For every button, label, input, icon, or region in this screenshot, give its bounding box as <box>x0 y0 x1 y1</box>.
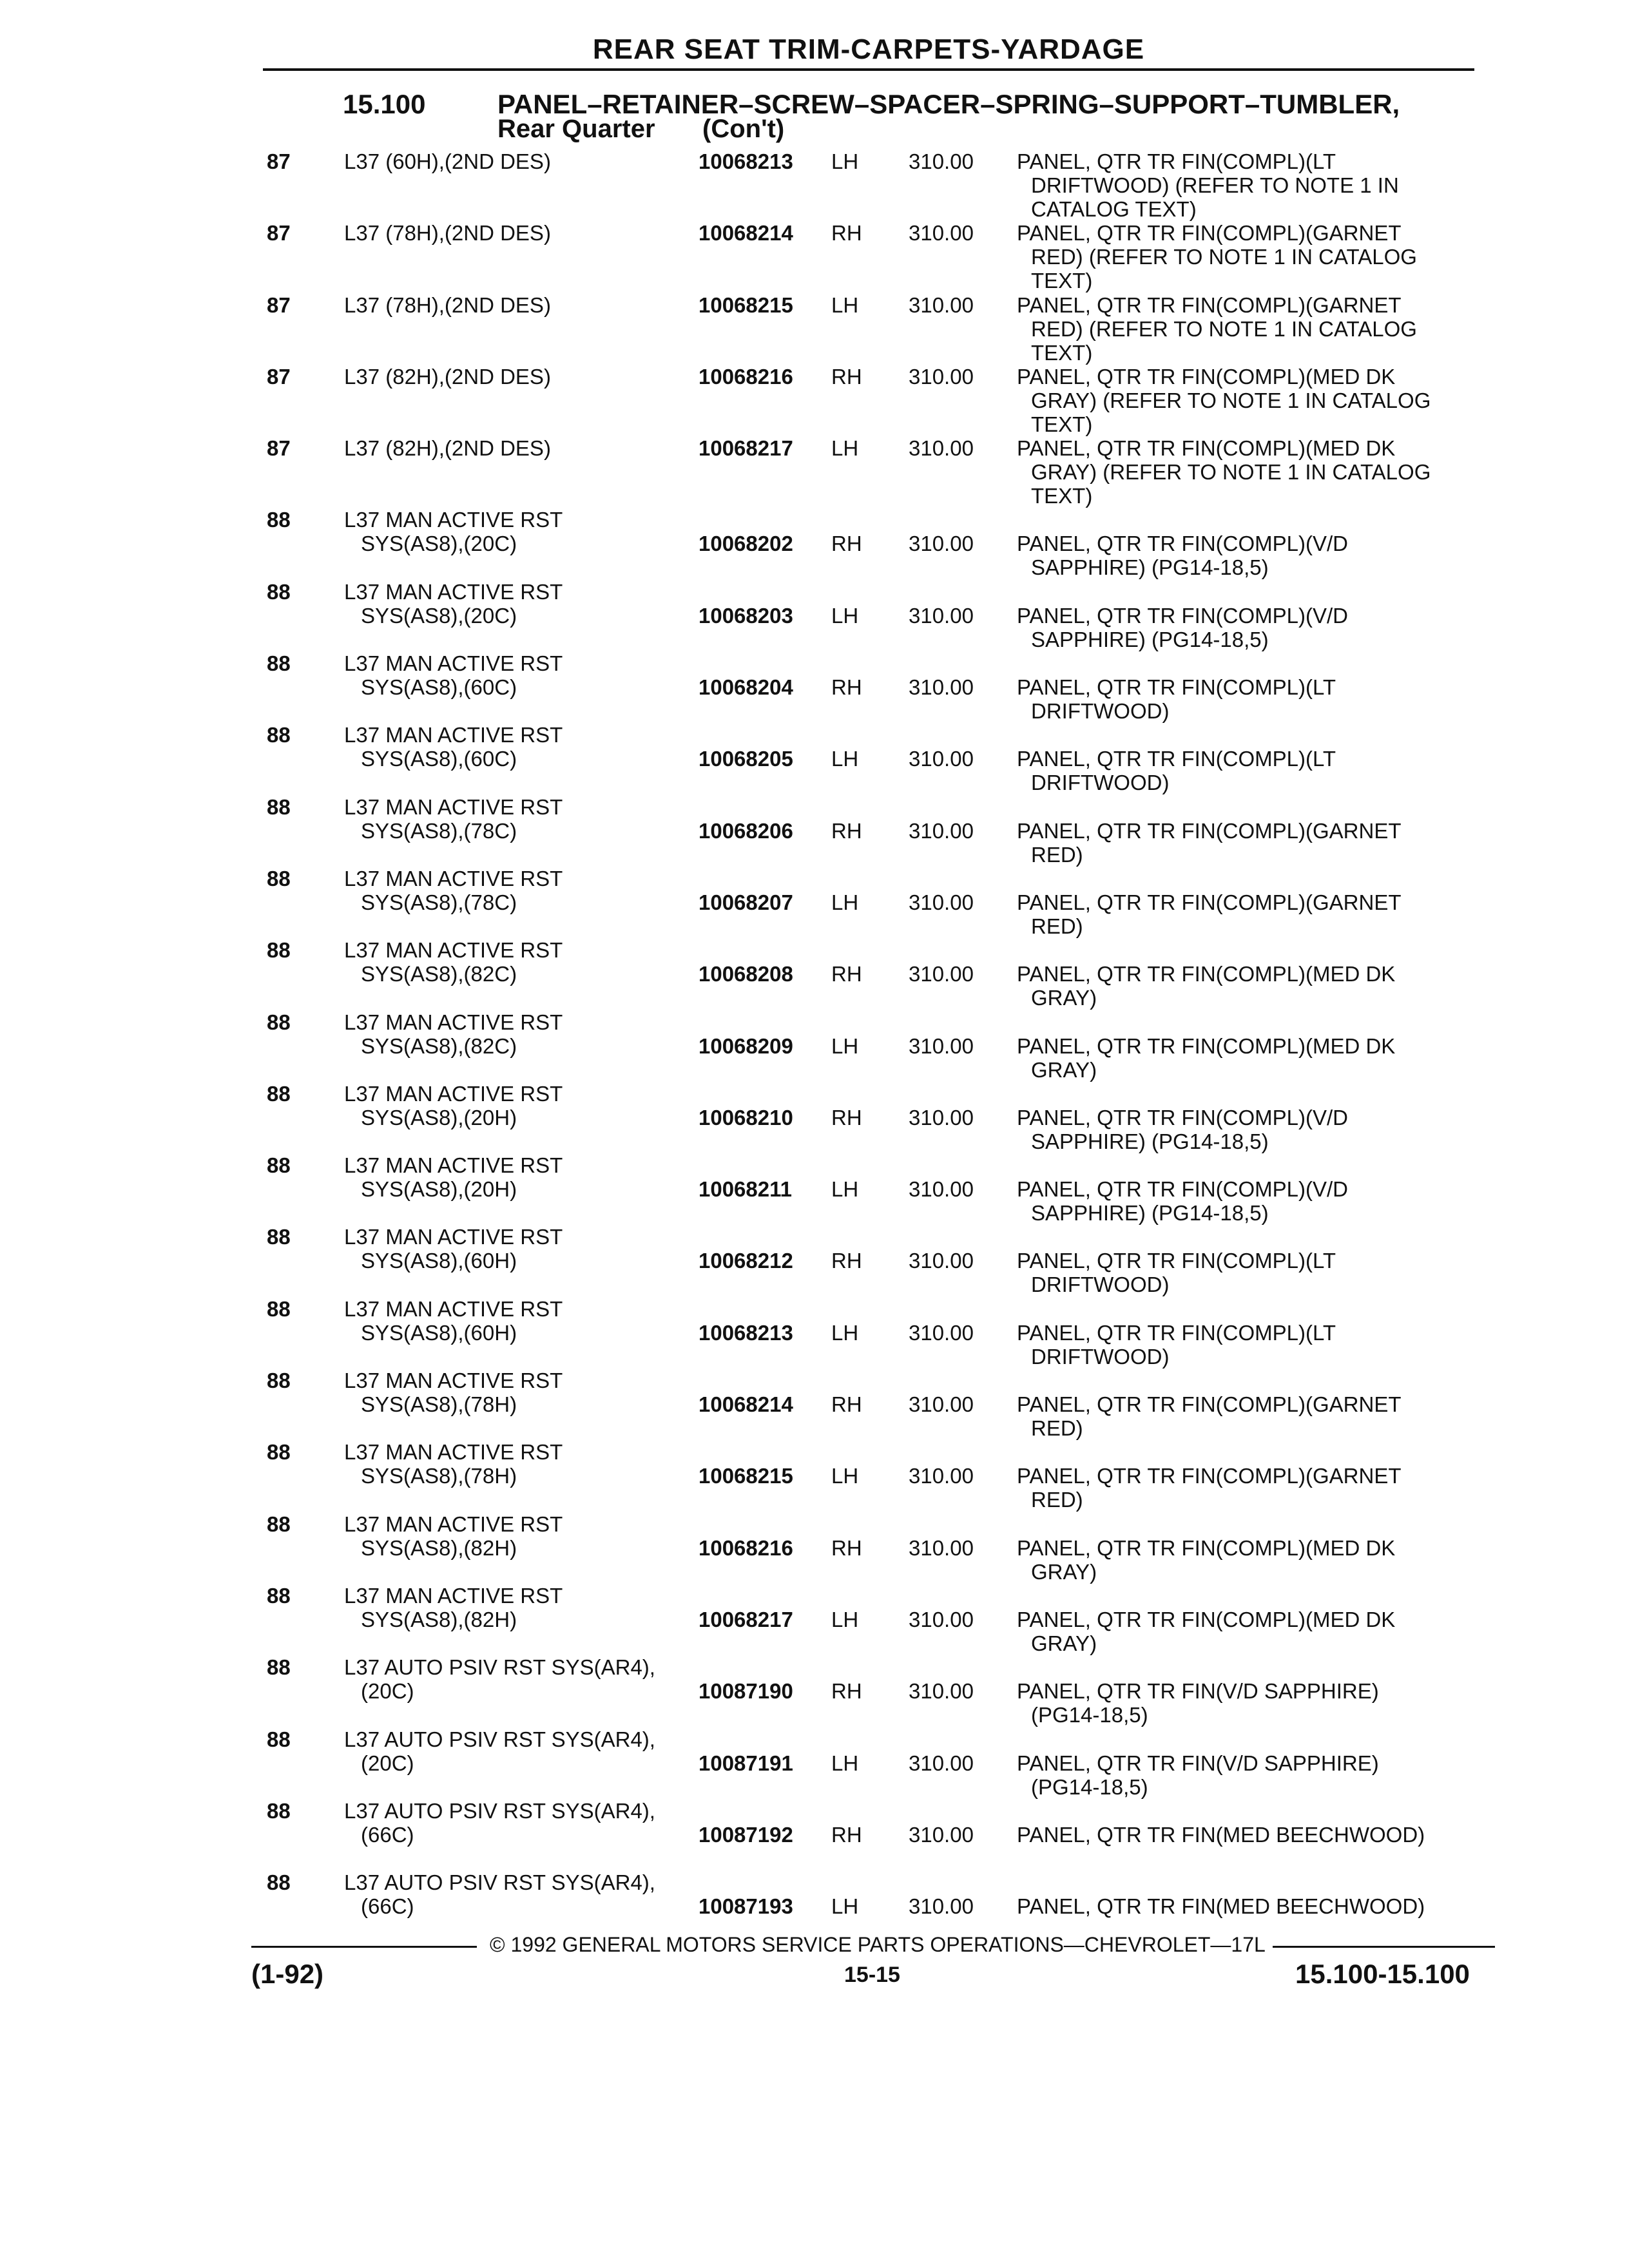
table-row <box>0 1222 1629 1297</box>
application-line: SYS(AS8),(82H) <box>361 1607 517 1631</box>
quantity-code: 310.00 <box>909 1320 974 1345</box>
table-row <box>0 577 1629 649</box>
part-number: 10068213 <box>699 149 793 173</box>
ref-number: 87 <box>267 221 291 245</box>
side-code: RH <box>831 221 862 245</box>
description-line: TEXT) <box>1031 412 1093 436</box>
table-row <box>0 649 1629 724</box>
quantity-code: 310.00 <box>909 1679 974 1704</box>
ref-number: 88 <box>267 1870 291 1895</box>
description-line: PANEL, QTR TR FIN(COMPL)(GARNET <box>1017 890 1402 914</box>
part-number: 10087191 <box>699 1751 793 1775</box>
ref-number: 88 <box>267 866 291 890</box>
description-line: SAPPHIRE) (PG14-18,5) <box>1031 1201 1269 1225</box>
part-number: 10068203 <box>699 603 793 628</box>
application-line: SYS(AS8),(60H) <box>361 1249 517 1273</box>
ref-number: 88 <box>267 1153 291 1178</box>
part-number: 10068216 <box>699 364 793 389</box>
ref-number: 88 <box>267 1081 291 1106</box>
part-number: 10068205 <box>699 747 793 771</box>
application-line: SYS(AS8),(82H) <box>361 1535 517 1560</box>
table-row <box>0 720 1629 795</box>
table-row <box>0 291 1629 365</box>
side-code: LH <box>831 149 859 173</box>
ref-number: 87 <box>267 364 291 389</box>
description-line: TEXT) <box>1031 484 1093 508</box>
description-line: DRIFTWOOD) <box>1031 699 1170 724</box>
quantity-code: 310.00 <box>909 747 974 771</box>
application-line: L37 MAN ACTIVE RST <box>344 1296 563 1321</box>
description-line: GRAY) <box>1031 1631 1097 1655</box>
side-code: RH <box>831 962 862 986</box>
side-code: RH <box>831 675 862 700</box>
application-line: SYS(AS8),(20C) <box>361 532 517 556</box>
application-line: SYS(AS8),(78H) <box>361 1464 517 1488</box>
application-line: (66C) <box>361 1822 414 1847</box>
table-row <box>0 1581 1629 1653</box>
section-subtitle: Rear Quarter <box>497 115 655 143</box>
side-code: RH <box>831 1249 862 1273</box>
application-line: SYS(AS8),(78C) <box>361 818 517 843</box>
quantity-code: 310.00 <box>909 1535 974 1560</box>
description-line: PANEL, QTR TR FIN(MED BEECHWOOD) <box>1017 1822 1425 1847</box>
application-line: L37 AUTO PSIV RST SYS(AR4), <box>344 1727 655 1751</box>
application-line: L37 MAN ACTIVE RST <box>344 1369 563 1393</box>
application-line: SYS(AS8),(82C) <box>361 1033 517 1058</box>
description-line: GRAY) (REFER TO NOTE 1 IN CATALOG <box>1031 388 1431 412</box>
application-line: L37 AUTO PSIV RST SYS(AR4), <box>344 1870 655 1895</box>
quantity-code: 310.00 <box>909 293 974 317</box>
application-line: SYS(AS8),(60H) <box>361 1320 517 1345</box>
footer-date: (1-92) <box>251 1959 324 1989</box>
quantity-code: 310.00 <box>909 818 974 843</box>
side-code: RH <box>831 1535 862 1560</box>
page-header-title: REAR SEAT TRIM-CARPETS-YARDAGE <box>592 34 1145 65</box>
part-number: 10068202 <box>699 532 793 556</box>
description-line: PANEL, QTR TR FIN(COMPL)(GARNET <box>1017 1464 1402 1488</box>
ref-number: 87 <box>267 293 291 317</box>
table-row <box>0 1008 1629 1082</box>
description-line: PANEL, QTR TR FIN(COMPL)(MED DK <box>1017 1607 1396 1631</box>
description-line: PANEL, QTR TR FIN(V/D SAPPHIRE) <box>1017 1679 1379 1704</box>
side-code: LH <box>831 1894 859 1919</box>
description-line: PANEL, QTR TR FIN(COMPL)(V/D <box>1017 1177 1348 1202</box>
application-line: L37 MAN ACTIVE RST <box>344 1512 563 1536</box>
table-row <box>0 1868 1629 1939</box>
description-line: RED) (REFER TO NOTE 1 IN CATALOG <box>1031 316 1417 341</box>
description-line: (PG14-18,5) <box>1031 1703 1148 1727</box>
quantity-code: 310.00 <box>909 364 974 389</box>
table-row <box>0 1079 1629 1151</box>
side-code: LH <box>831 1751 859 1775</box>
part-number: 10087192 <box>699 1822 793 1847</box>
part-number: 10068217 <box>699 436 793 461</box>
description-line: RED) <box>1031 1416 1083 1441</box>
description-line: RED) <box>1031 842 1083 867</box>
footer-copyright: © 1992 GENERAL MOTORS SERVICE PARTS OPERATIONS—CHEVROLET—17L <box>490 1933 1266 1956</box>
application-line: L37 MAN ACTIVE RST <box>344 938 563 963</box>
description-line: PANEL, QTR TR FIN(COMPL)(V/D <box>1017 1105 1348 1129</box>
application-line: L37 MAN ACTIVE RST <box>344 1440 563 1465</box>
quantity-code: 310.00 <box>909 1392 974 1417</box>
quantity-code: 310.00 <box>909 221 974 245</box>
description-line: PANEL, QTR TR FIN(COMPL)(LT <box>1017 747 1336 771</box>
application-line: L37 (82H),(2ND DES) <box>344 436 551 461</box>
side-code: LH <box>831 436 859 461</box>
description-line: PANEL, QTR TR FIN(COMPL)(LT <box>1017 149 1336 173</box>
description-line: PANEL, QTR TR FIN(COMPL)(GARNET <box>1017 221 1402 245</box>
side-code: RH <box>831 532 862 556</box>
side-code: RH <box>831 1392 862 1417</box>
ref-number: 88 <box>267 1369 291 1393</box>
table-row <box>0 434 1629 508</box>
description-line: GRAY) <box>1031 986 1097 1010</box>
description-line: DRIFTWOOD) <box>1031 771 1170 795</box>
application-line: L37 (78H),(2ND DES) <box>344 221 551 245</box>
part-number: 10068211 <box>699 1177 793 1202</box>
application-line: (66C) <box>361 1894 414 1919</box>
part-number: 10068209 <box>699 1033 793 1058</box>
description-line: PANEL, QTR TR FIN(MED BEECHWOOD) <box>1017 1894 1425 1919</box>
application-line: L37 MAN ACTIVE RST <box>344 1010 563 1034</box>
table-row <box>0 1796 1629 1868</box>
parts-list <box>0 147 1629 1939</box>
quantity-code: 310.00 <box>909 1177 974 1202</box>
table-row <box>0 1151 1629 1225</box>
ref-number: 88 <box>267 938 291 963</box>
quantity-code: 310.00 <box>909 1105 974 1129</box>
quantity-code: 310.00 <box>909 603 974 628</box>
description-line: SAPPHIRE) (PG14-18,5) <box>1031 1129 1269 1153</box>
description-line: GRAY) <box>1031 1559 1097 1584</box>
ref-number: 88 <box>267 1512 291 1536</box>
footer-section-range: 15.100-15.100 <box>1295 1959 1470 1989</box>
table-row <box>0 1294 1629 1369</box>
application-line: SYS(AS8),(78H) <box>361 1392 517 1417</box>
footer-rule-left <box>251 1946 477 1948</box>
ref-number: 88 <box>267 794 291 819</box>
table-row <box>0 218 1629 293</box>
table-row <box>0 1725 1629 1799</box>
description-line: TEXT) <box>1031 269 1093 293</box>
description-line: DRIFTWOOD) <box>1031 1344 1170 1369</box>
quantity-code: 310.00 <box>909 1607 974 1631</box>
description-line: PANEL, QTR TR FIN(COMPL)(MED DK <box>1017 1033 1396 1058</box>
side-code: RH <box>831 1105 862 1129</box>
quantity-code: 310.00 <box>909 890 974 914</box>
side-code: RH <box>831 364 862 389</box>
quantity-code: 310.00 <box>909 149 974 173</box>
description-line: TEXT) <box>1031 340 1093 365</box>
side-code: LH <box>831 890 859 914</box>
description-line: GRAY) <box>1031 1057 1097 1082</box>
ref-number: 88 <box>267 1727 291 1751</box>
description-line: PANEL, QTR TR FIN(COMPL)(LT <box>1017 1320 1336 1345</box>
side-code: LH <box>831 293 859 317</box>
application-line: L37 MAN ACTIVE RST <box>344 579 563 604</box>
application-line: (20C) <box>361 1679 414 1704</box>
table-row <box>0 793 1629 867</box>
table-row <box>0 936 1629 1010</box>
side-code: LH <box>831 747 859 771</box>
table-row <box>0 864 1629 936</box>
description-line: PANEL, QTR TR FIN(COMPL)(GARNET <box>1017 1392 1402 1417</box>
side-code: RH <box>831 1679 862 1704</box>
application-line: SYS(AS8),(60C) <box>361 675 517 700</box>
part-number: 10068212 <box>699 1249 793 1273</box>
part-number: 10068215 <box>699 293 793 317</box>
description-line: PANEL, QTR TR FIN(COMPL)(LT <box>1017 1249 1336 1273</box>
application-line: L37 MAN ACTIVE RST <box>344 723 563 747</box>
ref-number: 88 <box>267 1655 291 1680</box>
description-line: RED) <box>1031 914 1083 938</box>
ref-number: 88 <box>267 1583 291 1608</box>
header-rule <box>263 68 1474 71</box>
description-line: PANEL, QTR TR FIN(COMPL)(MED DK <box>1017 364 1396 389</box>
part-number: 10068206 <box>699 818 793 843</box>
part-number: 10068216 <box>699 1535 793 1560</box>
application-line: (20C) <box>361 1751 414 1775</box>
part-number: 10068210 <box>699 1105 793 1129</box>
quantity-code: 310.00 <box>909 532 974 556</box>
description-line: CATALOG TEXT) <box>1031 197 1197 221</box>
side-code: LH <box>831 1320 859 1345</box>
description-line: DRIFTWOOD) <box>1031 1273 1170 1297</box>
application-line: L37 MAN ACTIVE RST <box>344 508 563 532</box>
quantity-code: 310.00 <box>909 1249 974 1273</box>
quantity-code: 310.00 <box>909 1751 974 1775</box>
part-number: 10087193 <box>699 1894 793 1919</box>
application-line: L37 (78H),(2ND DES) <box>344 293 551 317</box>
ref-number: 88 <box>267 1440 291 1465</box>
ref-number: 88 <box>267 1010 291 1034</box>
quantity-code: 310.00 <box>909 962 974 986</box>
application-line: L37 AUTO PSIV RST SYS(AR4), <box>344 1798 655 1823</box>
description-line: PANEL, QTR TR FIN(COMPL)(GARNET <box>1017 818 1402 843</box>
application-line: L37 MAN ACTIVE RST <box>344 651 563 676</box>
application-line: L37 MAN ACTIVE RST <box>344 794 563 819</box>
application-line: SYS(AS8),(60C) <box>361 747 517 771</box>
description-line: PANEL, QTR TR FIN(COMPL)(MED DK <box>1017 436 1396 461</box>
description-line: RED) <box>1031 1488 1083 1512</box>
description-line: PANEL, QTR TR FIN(COMPL)(MED DK <box>1017 1535 1396 1560</box>
application-line: L37 MAN ACTIVE RST <box>344 1081 563 1106</box>
ref-number: 88 <box>267 723 291 747</box>
description-line: SAPPHIRE) (PG14-18,5) <box>1031 555 1269 580</box>
quantity-code: 310.00 <box>909 436 974 461</box>
section-continued: (Con't) <box>702 115 785 143</box>
application-line: SYS(AS8),(20H) <box>361 1177 517 1202</box>
description-line: PANEL, QTR TR FIN(COMPL)(LT <box>1017 675 1336 700</box>
part-number: 10087190 <box>699 1679 793 1704</box>
description-line: (PG14-18,5) <box>1031 1774 1148 1799</box>
application-line: L37 MAN ACTIVE RST <box>344 1583 563 1608</box>
ref-number: 88 <box>267 1296 291 1321</box>
table-row <box>0 1510 1629 1584</box>
application-line: SYS(AS8),(82C) <box>361 962 517 986</box>
application-line: L37 (60H),(2ND DES) <box>344 149 551 173</box>
table-row <box>0 1366 1629 1441</box>
table-row <box>0 505 1629 580</box>
ref-number: 87 <box>267 149 291 173</box>
application-line: L37 AUTO PSIV RST SYS(AR4), <box>344 1655 655 1680</box>
part-number: 10068213 <box>699 1320 793 1345</box>
side-code: LH <box>831 1607 859 1631</box>
description-line: PANEL, QTR TR FIN(COMPL)(V/D <box>1017 532 1348 556</box>
side-code: LH <box>831 603 859 628</box>
part-number: 10068214 <box>699 221 793 245</box>
footer-page-number: 15-15 <box>844 1963 900 1987</box>
ref-number: 88 <box>267 1798 291 1823</box>
application-line: SYS(AS8),(78C) <box>361 890 517 914</box>
ref-number: 87 <box>267 436 291 461</box>
section-number: 15.100 <box>343 89 426 119</box>
application-line: L37 MAN ACTIVE RST <box>344 1153 563 1178</box>
quantity-code: 310.00 <box>909 1464 974 1488</box>
application-line: SYS(AS8),(20H) <box>361 1105 517 1129</box>
quantity-code: 310.00 <box>909 1822 974 1847</box>
application-line: L37 MAN ACTIVE RST <box>344 1225 563 1249</box>
part-number: 10068217 <box>699 1607 793 1631</box>
section-title: PANEL–RETAINER–SCREW–SPACER–SPRING–SUPPORT–TUMBLER, <box>497 89 1400 119</box>
description-line: PANEL, QTR TR FIN(V/D SAPPHIRE) <box>1017 1751 1379 1775</box>
footer-rule-right <box>1273 1946 1495 1948</box>
ref-number: 88 <box>267 579 291 604</box>
description-line: SAPPHIRE) (PG14-18,5) <box>1031 627 1269 651</box>
part-number: 10068208 <box>699 962 793 986</box>
part-number: 10068214 <box>699 1392 793 1417</box>
description-line: PANEL, QTR TR FIN(COMPL)(MED DK <box>1017 962 1396 986</box>
description-line: GRAY) (REFER TO NOTE 1 IN CATALOG <box>1031 460 1431 485</box>
ref-number: 88 <box>267 651 291 676</box>
ref-number: 88 <box>267 1225 291 1249</box>
application-line: L37 MAN ACTIVE RST <box>344 866 563 890</box>
description-line: RED) (REFER TO NOTE 1 IN CATALOG <box>1031 245 1417 269</box>
part-number: 10068215 <box>699 1464 793 1488</box>
quantity-code: 310.00 <box>909 1033 974 1058</box>
table-row <box>0 147 1629 221</box>
side-code: RH <box>831 818 862 843</box>
side-code: LH <box>831 1177 859 1202</box>
table-row <box>0 1653 1629 1727</box>
table-row <box>0 1437 1629 1512</box>
side-code: RH <box>831 1822 862 1847</box>
side-code: LH <box>831 1464 859 1488</box>
description-line: PANEL, QTR TR FIN(COMPL)(V/D <box>1017 603 1348 628</box>
quantity-code: 310.00 <box>909 1894 974 1919</box>
application-line: SYS(AS8),(20C) <box>361 603 517 628</box>
ref-number: 88 <box>267 508 291 532</box>
description-line: PANEL, QTR TR FIN(COMPL)(GARNET <box>1017 293 1402 317</box>
table-row <box>0 362 1629 434</box>
description-line: DRIFTWOOD) (REFER TO NOTE 1 IN <box>1031 173 1399 197</box>
part-number: 10068207 <box>699 890 793 914</box>
part-number: 10068204 <box>699 675 793 700</box>
side-code: LH <box>831 1033 859 1058</box>
quantity-code: 310.00 <box>909 675 974 700</box>
application-line: L37 (82H),(2ND DES) <box>344 364 551 389</box>
